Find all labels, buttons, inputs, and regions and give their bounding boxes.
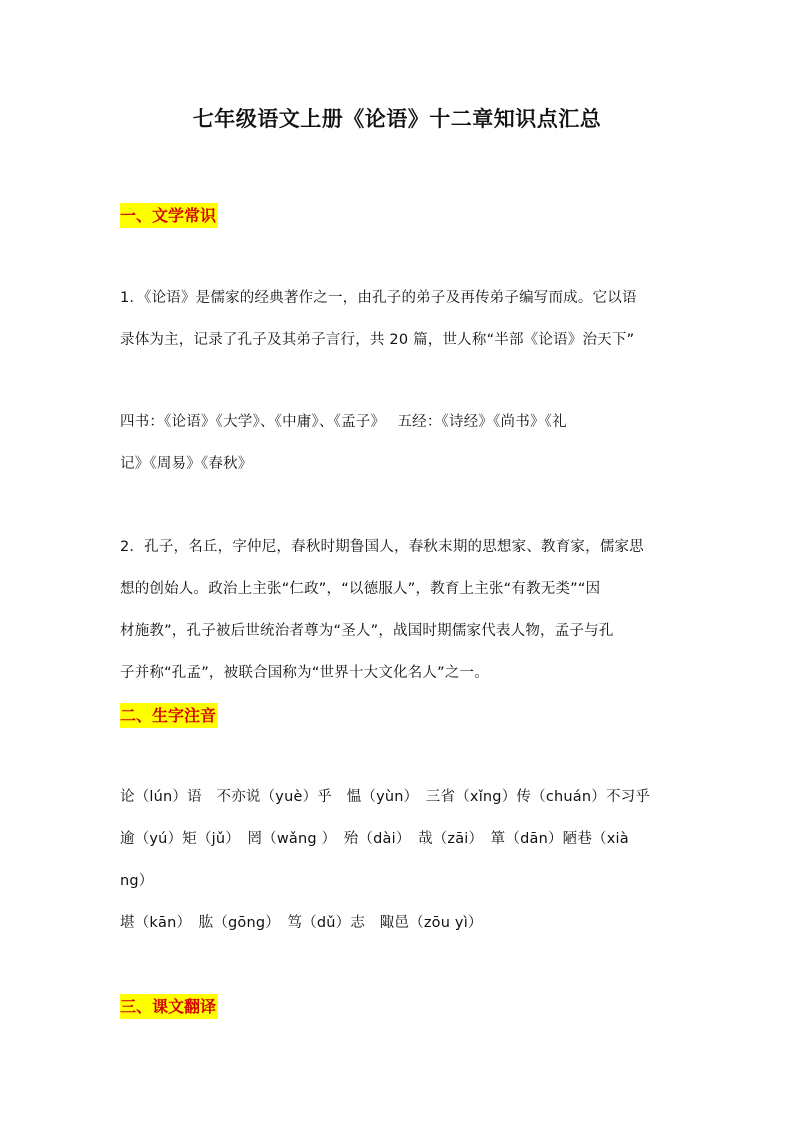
text-line: 逾（yú）矩（jǔ） 罔（wǎng ） 殆（dài） 哉（zāi） 箪（dān）陋巷（xià	[120, 831, 629, 847]
section-heading-translation: 三、课文翻译	[120, 994, 218, 1019]
section-heading-pronunciation: 二、生字注音	[120, 703, 218, 728]
page-title: 七年级语文上册《论语》十二章知识点汇总	[192, 107, 602, 131]
text-line: 录体为主，记录了孔子及其弟子言行，共 20 篇，世人称“半部《论语》治天下”	[120, 332, 635, 348]
text-line: 记》《周易》《春秋》	[120, 456, 253, 472]
section-heading-literary-knowledge: 一、文学常识	[120, 203, 218, 228]
text-line: 堪（kān） 肱（gōng） 笃（dǔ）志 陬邑（zōu yì）	[120, 915, 483, 931]
text-line: 材施教”，孔子被后世统治者尊为“圣人”，战国时期儒家代表人物，孟子与孔	[120, 623, 614, 639]
paragraph-confucius	[120, 526, 676, 694]
text-line: 四书：《论语》《大学》、《中庸》、《孟子》 五经：《诗经》《尚书》《礼	[120, 414, 567, 430]
text-line: 论（lún）语 不亦说（yuè）乎 愠（yùn） 三省（xǐng）传（chuán）不习乎	[120, 789, 651, 805]
paragraph-lunyu-intro	[120, 277, 676, 361]
text-line: ng）	[120, 873, 154, 889]
text-line: 1．《论语》是儒家的经典著作之一，由孔子的弟子及再传弟子编写而成。它以语	[120, 290, 637, 306]
paragraph-pinyin-notes	[120, 776, 676, 944]
text-line: 子并称“孔孟”，被联合国称为“世界十大文化名人”之一。	[120, 665, 489, 681]
text-line: 2．孔子，名丘，字仲尼，春秋时期鲁国人，春秋末期的思想家、教育家，儒家思	[120, 539, 644, 555]
paragraph-four-books-five-classics	[120, 401, 676, 485]
text-line: 想的创始人。政治上主张“仁政”，“以德服人”，教育上主张“有教无类”“因	[120, 581, 601, 597]
